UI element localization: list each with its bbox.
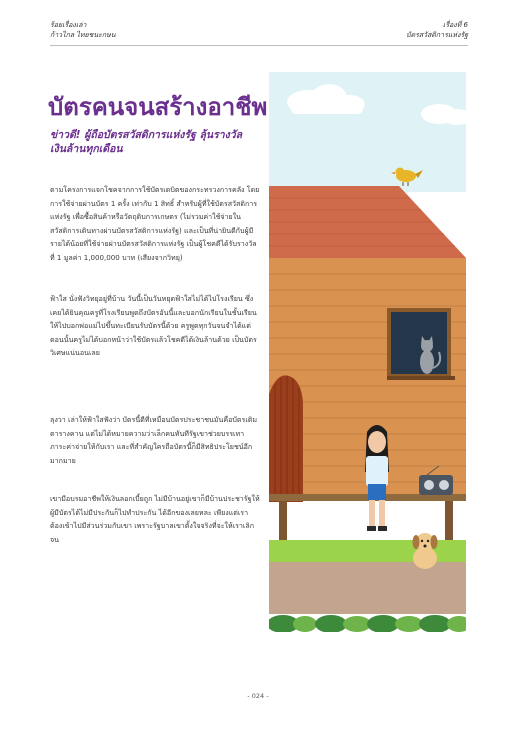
- book-subtitle: ก้าวไกล ไทยชนะกษน: [50, 31, 116, 39]
- door: [269, 375, 303, 502]
- story-topic: บัตรสวัสดิการแห่งรัฐ: [406, 31, 468, 39]
- article-subtitle: ข่าวดี! ผู้ถือบัตรสวัสดิการแห่งรัฐ ลุ้นรางวัล เงินล้านทุกเดือน: [50, 129, 243, 155]
- sky: [269, 72, 466, 192]
- article-title: บัตรคนจนสร้างอาชีพ: [48, 93, 268, 121]
- dog-icon: [413, 533, 438, 569]
- house-illustration: [269, 72, 466, 632]
- book-title: ร้อยเรื่องเล่า: [50, 21, 87, 29]
- dirt-path: [269, 562, 466, 614]
- girl-character: [365, 425, 389, 531]
- header-divider: [50, 45, 468, 46]
- running-header-left: [50, 20, 116, 40]
- paragraph-2: ฟ้าใส นั่งฟังวิทยุอยู่ที่บ้าน วันนี้เป็นวันหยุดฟ้าใสไม่ได้ไปโรงเรียน ซึ่งเคยได้ยินคุณครูที่โรงเรียนพูดถึงบัตรอันนี้และบอกนักเรียนในชั้นเรียนให้ไปบอกพ่อแม่ไปขึ้นทะเบียนรับบัตรนี้ด้วย ครูพูดทุกวันจนจำได้แต่ตอนนั้นครูไม่ได้บอกหน้าว่าใช้บัตรแล้วโชคดีได้เงินล้านด้วย เป็นบัตรวิเศษแน่นอนเลย: [50, 294, 257, 358]
- roof: [269, 186, 466, 258]
- paragraph-1: ตามโครงการแจกโชคจากการใช้บัตรเดบิตของกระทรวงการคลัง โดยการใช้จ่ายผ่านบัตร 1 ครั้ง เท่ากับ 1 สิทธิ์ สำหรับผู้ที่ใช้บัตรสวัสดิการแห่งรัฐ เพื่อซื้อสินค้าหรือวัตถุดิบการเกษตร (ไม่รวมค่าใช้จ่ายในสวัสดิการเดินทางผ่านบัตรสวัสดิการแห่งรัฐ) และเป็นที่น่ายินดีกับผู้มีรายได้น้อยที่ใช้จ่ายผ่านบัตรสวัสดิการแห่งรัฐ เป็นผู้โชคดีได้รับรางวัลที่ 1 มูลค่า 1,000,000 บาท (เสียงจากวิทยุ): [50, 185, 260, 262]
- paragraph-4: เขามีอบรมอาชีพให้เงินลอกเบี้ยถูก ไม่มีบ้านอยู่เขาก็มีบ้านประชารัฐให้ผู้มีบัตรได้ไม่มีประกันก็ไปทำประกัน ได้อีกของเลยหละ เพียงแต่เราต้องเข้าไปมีส่วนร่วมกับเขา เพราะรัฐบาลเขาตั้งใจจริงที่จะให้เราเลิกจน: [50, 494, 260, 544]
- running-header-right: [406, 20, 468, 40]
- bushes: [269, 615, 466, 632]
- story-number: เรื่องที่ 6: [442, 21, 468, 29]
- page-number: - 024 -: [247, 692, 269, 700]
- paragraph-3: ลุงวา เล่าให้ฟ้าใสฟังว่า บัตรนี้ดีที่เหมือนบัตรประชาชนมันคือบัตรเติมตารางคาน แต่ไม่ได้หมายความว่าเล็กคนทันทีรัฐเขาช่วยบรรเทาภาระค่าจ่ายให้กับเรา และที่สำคัญใครถือบัตรนี้ก็มีสิทธิประโยชน์อีกมากมาย: [50, 415, 258, 465]
